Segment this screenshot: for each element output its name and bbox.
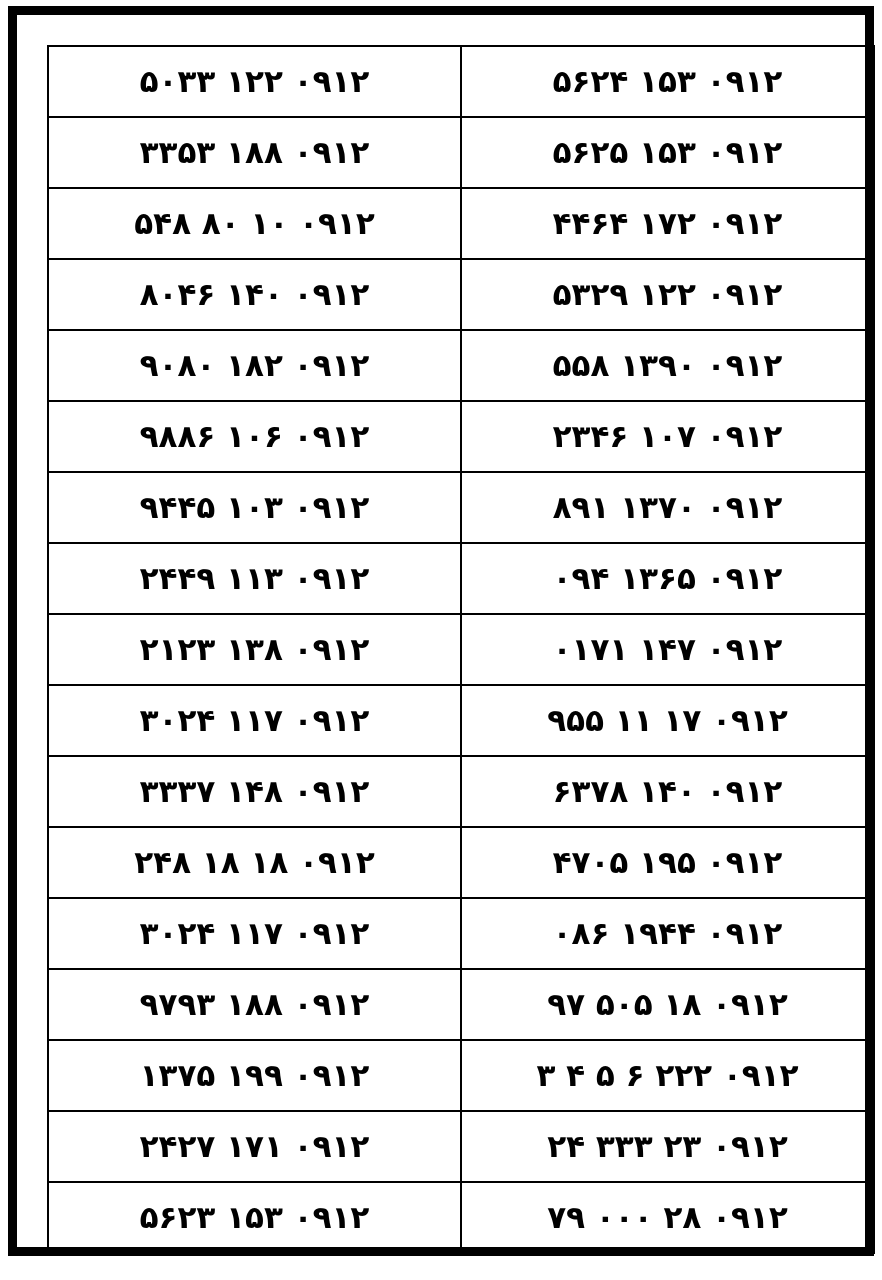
phone-number-table xyxy=(47,45,875,1254)
phone-number-cell: ۰۹۱۲ ۲۸ ۰۰۰ ۷۹ xyxy=(461,1182,874,1253)
phone-number-cell: ۰۹۱۲ ۱۷۱ ۲۴۲۷ xyxy=(48,1111,461,1182)
table-row xyxy=(48,188,874,259)
phone-number-table-container xyxy=(47,45,869,1236)
phone-number-cell: ۰۹۱۲ ۱۵۳ ۵۶۲۳ xyxy=(48,1182,461,1253)
table-row xyxy=(48,756,874,827)
table-row xyxy=(48,1040,874,1111)
phone-number-cell: ۰۹۱۲ ۱۴۸ ۳۳۳۷ xyxy=(48,756,461,827)
table-row xyxy=(48,401,874,472)
phone-number-cell: ۰۹۱۲ ۱۰۳ ۹۴۴۵ xyxy=(48,472,461,543)
phone-number-cell: ۰۹۱۲ ۱۸ ۱۸ ۲۴۸ xyxy=(48,827,461,898)
phone-number-cell: ۰۹۱۲ ۱۹۹ ۱۳۷۵ xyxy=(48,1040,461,1111)
phone-number-cell: ۰۹۱۲ ۱۲۲ ۵۰۳۳ xyxy=(48,46,461,117)
page-border-frame xyxy=(8,6,874,1256)
phone-number-cell: ۰۹۱۲ ۱۳۷۰ ۸۹۱ xyxy=(461,472,874,543)
table-row xyxy=(48,259,874,330)
phone-number-cell: ۰۹۱۲ ۱۹۴۴ ۰۸۶ xyxy=(461,898,874,969)
phone-number-cell: ۰۹۱۲ ۱۳۶۵ ۰۹۴ xyxy=(461,543,874,614)
phone-number-cell: ۰۹۱۲ ۱۹۵ ۴۷۰۵ xyxy=(461,827,874,898)
table-row xyxy=(48,46,874,117)
table-row xyxy=(48,685,874,756)
phone-number-cell: ۰۹۱۲ ۱۳۹۰ ۵۵۸ xyxy=(461,330,874,401)
table-row xyxy=(48,330,874,401)
table-row xyxy=(48,1182,874,1253)
table-row xyxy=(48,1111,874,1182)
phone-number-cell: ۰۹۱۲ ۱۴۷ ۰۱۷۱ xyxy=(461,614,874,685)
phone-number-cell: ۰۹۱۲ ۱۵۳ ۵۶۲۵ xyxy=(461,117,874,188)
phone-number-cell: ۰۹۱۲ ۱۱۷ ۳۰۲۴ xyxy=(48,685,461,756)
phone-number-cell: ۰۹۱۲ ۱۰۶ ۹۸۸۶ xyxy=(48,401,461,472)
phone-number-cell: ۰۹۱۲ ۱۲۲ ۵۳۲۹ xyxy=(461,259,874,330)
phone-number-cell: ۰۹۱۲ ۲۳ ۳۳۳ ۲۴ xyxy=(461,1111,874,1182)
phone-number-cell: ۰۹۱۲ ۱۳۸ ۲۱۲۳ xyxy=(48,614,461,685)
table-row xyxy=(48,472,874,543)
phone-number-cell: ۰۹۱۲ ۱۸۲ ۹۰۸۰ xyxy=(48,330,461,401)
table-row xyxy=(48,969,874,1040)
table-body xyxy=(48,46,874,1253)
phone-number-cell: ۰۹۱۲ ۱۷۲ ۴۴۶۴ xyxy=(461,188,874,259)
phone-number-cell: ۰۹۱۲ ۱۸۸ ۹۷۹۳ xyxy=(48,969,461,1040)
table-row xyxy=(48,117,874,188)
phone-number-cell: ۰۹۱۲ ۱۵۳ ۵۶۲۴ xyxy=(461,46,874,117)
phone-number-cell: ۰۹۱۲ ۱۴۰ ۸۰۴۶ xyxy=(48,259,461,330)
table-row xyxy=(48,898,874,969)
phone-number-cell: ۰۹۱۲ ۱۸ ۵۰۵ ۹۷ xyxy=(461,969,874,1040)
table-row xyxy=(48,827,874,898)
phone-number-cell: ۰۹۱۲ ۱۰۷ ۲۳۴۶ xyxy=(461,401,874,472)
phone-number-cell: ۰۹۱۲ ۲۲۲ ۶ ۵ ۴ ۳ xyxy=(461,1040,874,1111)
phone-number-cell: ۰۹۱۲ ۱۱۳ ۲۴۴۹ xyxy=(48,543,461,614)
phone-number-cell: ۰۹۱۲ ۱۴۰ ۶۳۷۸ xyxy=(461,756,874,827)
phone-number-cell: ۰۹۱۲ ۱۱۷ ۳۰۲۴ xyxy=(48,898,461,969)
table-row xyxy=(48,614,874,685)
phone-number-cell: ۰۹۱۲ ۱۰ ۸۰ ۵۴۸ xyxy=(48,188,461,259)
table-row xyxy=(48,543,874,614)
phone-number-cell: ۰۹۱۲ ۱۸۸ ۳۳۵۳ xyxy=(48,117,461,188)
phone-number-cell: ۰۹۱۲ ۱۷ ۱۱ ۹۵۵ xyxy=(461,685,874,756)
